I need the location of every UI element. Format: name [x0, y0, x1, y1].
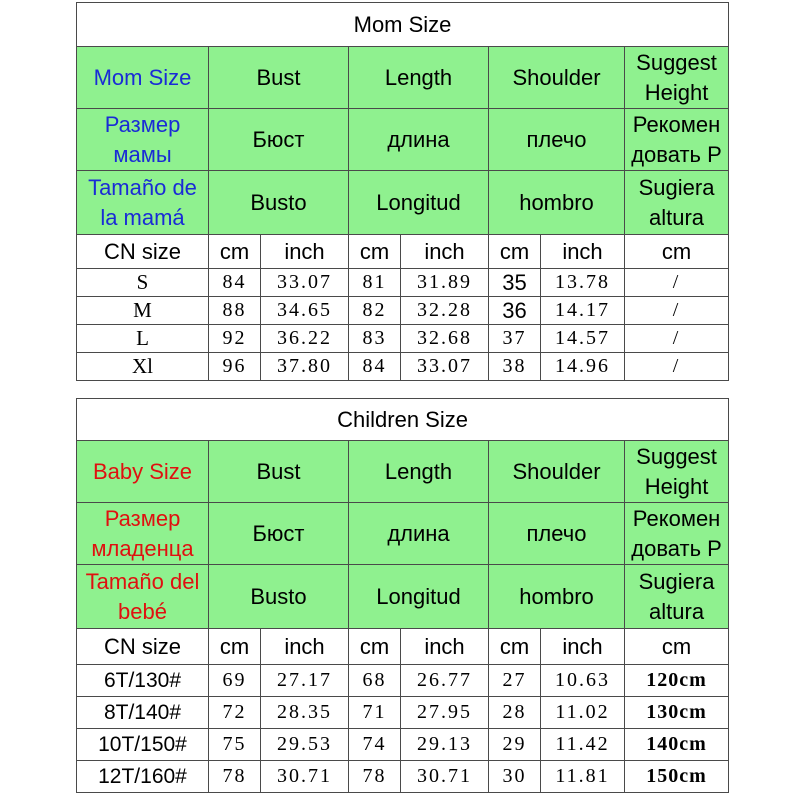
- unit-cell: inch: [541, 629, 625, 665]
- table-row: [77, 761, 729, 793]
- data-cell: 38: [489, 353, 541, 381]
- data-cell: 35: [489, 269, 541, 297]
- data-cell: /: [625, 269, 729, 297]
- bust-header: Bust: [209, 441, 349, 503]
- data-cell: 28.35: [261, 697, 349, 729]
- unit-cell: inch: [261, 629, 349, 665]
- data-cell: 78: [209, 761, 261, 793]
- size-cell: 8T/140#: [77, 697, 209, 729]
- shoulder-header: Shoulder: [489, 441, 625, 503]
- data-cell: 30: [489, 761, 541, 793]
- length-header: Length: [349, 47, 489, 109]
- data-cell: 26.77: [401, 665, 489, 697]
- table-row: [77, 269, 729, 297]
- data-cell: 82: [349, 297, 401, 325]
- size-cell: 12T/160#: [77, 761, 209, 793]
- unit-cell: cm: [209, 629, 261, 665]
- data-cell: 120cm: [625, 665, 729, 697]
- data-cell: 29: [489, 729, 541, 761]
- data-cell: 71: [349, 697, 401, 729]
- shoulder-header: Shoulder: [489, 47, 625, 109]
- data-cell: 33.07: [261, 269, 349, 297]
- unit-cn-size: CN size: [77, 629, 209, 665]
- size-cell: S: [77, 269, 209, 297]
- data-cell: /: [625, 325, 729, 353]
- data-cell: 33.07: [401, 353, 489, 381]
- suggest-height-header: Suggest Height: [625, 47, 729, 109]
- data-cell: 75: [209, 729, 261, 761]
- data-cell: 88: [209, 297, 261, 325]
- mom-size-table: [76, 2, 729, 381]
- size-cell: M: [77, 297, 209, 325]
- data-cell: 27.17: [261, 665, 349, 697]
- data-cell: 92: [209, 325, 261, 353]
- bust-header-ru: Бюст: [209, 109, 349, 171]
- data-cell: 29.53: [261, 729, 349, 761]
- mom-size-label-es: Tamaño de la mamá: [77, 171, 209, 235]
- data-cell: 11.02: [541, 697, 625, 729]
- data-cell: 13.78: [541, 269, 625, 297]
- data-cell: 68: [349, 665, 401, 697]
- unit-cell: inch: [401, 235, 489, 269]
- unit-cell: inch: [261, 235, 349, 269]
- unit-cell: cm: [209, 235, 261, 269]
- length-header-es: Longitud: [349, 171, 489, 235]
- data-cell: 69: [209, 665, 261, 697]
- baby-size-label-es: Tamaño del bebé: [77, 565, 209, 629]
- data-cell: 84: [209, 269, 261, 297]
- data-cell: 10.63: [541, 665, 625, 697]
- bust-header-es: Busto: [209, 171, 349, 235]
- data-cell: 27.95: [401, 697, 489, 729]
- unit-cell: inch: [541, 235, 625, 269]
- suggest-height-header-ru: Рекомен довать Р: [625, 109, 729, 171]
- baby-size-label: Baby Size: [77, 441, 209, 503]
- unit-cell: cm: [349, 629, 401, 665]
- size-cell: 10T/150#: [77, 729, 209, 761]
- suggest-height-header-es: Sugiera altura: [625, 171, 729, 235]
- data-cell: 11.42: [541, 729, 625, 761]
- children-size-table: [76, 398, 729, 793]
- length-header-ru: длина: [349, 109, 489, 171]
- data-cell: 14.96: [541, 353, 625, 381]
- table-row: [77, 665, 729, 697]
- data-cell: 30.71: [261, 761, 349, 793]
- shoulder-header-ru: плечо: [489, 503, 625, 565]
- data-cell: 32.28: [401, 297, 489, 325]
- shoulder-header-es: hombro: [489, 565, 625, 629]
- unit-cell: cm: [349, 235, 401, 269]
- suggest-height-header: Suggest Height: [625, 441, 729, 503]
- baby-size-label-ru: Размер младенца: [77, 503, 209, 565]
- suggest-height-header-ru: Рекомен довать Р: [625, 503, 729, 565]
- data-cell: 36: [489, 297, 541, 325]
- data-cell: /: [625, 297, 729, 325]
- table-row: [77, 297, 729, 325]
- shoulder-header-es: hombro: [489, 171, 625, 235]
- bust-header-ru: Бюст: [209, 503, 349, 565]
- table-row: [77, 353, 729, 381]
- data-cell: 37: [489, 325, 541, 353]
- bust-header: Bust: [209, 47, 349, 109]
- mom-size-label-ru: Размер мамы: [77, 109, 209, 171]
- data-cell: 28: [489, 697, 541, 729]
- data-cell: 150cm: [625, 761, 729, 793]
- suggest-height-header-es: Sugiera altura: [625, 565, 729, 629]
- data-cell: 130cm: [625, 697, 729, 729]
- unit-cn-size: CN size: [77, 235, 209, 269]
- data-cell: 96: [209, 353, 261, 381]
- data-cell: /: [625, 353, 729, 381]
- unit-cell: cm: [625, 235, 729, 269]
- data-cell: 36.22: [261, 325, 349, 353]
- table-row: [77, 325, 729, 353]
- data-cell: 27: [489, 665, 541, 697]
- data-cell: 37.80: [261, 353, 349, 381]
- unit-cell: cm: [489, 629, 541, 665]
- data-cell: 30.71: [401, 761, 489, 793]
- data-cell: 14.57: [541, 325, 625, 353]
- data-cell: 31.89: [401, 269, 489, 297]
- size-cell: 6T/130#: [77, 665, 209, 697]
- children-table-title: Children Size: [77, 399, 729, 441]
- data-cell: 84: [349, 353, 401, 381]
- unit-cell: cm: [489, 235, 541, 269]
- size-cell: Xl: [77, 353, 209, 381]
- data-cell: 72: [209, 697, 261, 729]
- data-cell: 140cm: [625, 729, 729, 761]
- shoulder-header-ru: плечо: [489, 109, 625, 171]
- length-header-ru: длина: [349, 503, 489, 565]
- data-cell: 74: [349, 729, 401, 761]
- data-cell: 29.13: [401, 729, 489, 761]
- length-header: Length: [349, 441, 489, 503]
- mom-size-label: Mom Size: [77, 47, 209, 109]
- data-cell: 34.65: [261, 297, 349, 325]
- data-cell: 78: [349, 761, 401, 793]
- data-cell: 14.17: [541, 297, 625, 325]
- size-cell: L: [77, 325, 209, 353]
- table-row: [77, 729, 729, 761]
- data-cell: 81: [349, 269, 401, 297]
- mom-table-title: Mom Size: [77, 3, 729, 47]
- unit-cell: cm: [625, 629, 729, 665]
- bust-header-es: Busto: [209, 565, 349, 629]
- data-cell: 11.81: [541, 761, 625, 793]
- length-header-es: Longitud: [349, 565, 489, 629]
- data-cell: 32.68: [401, 325, 489, 353]
- table-row: [77, 697, 729, 729]
- data-cell: 83: [349, 325, 401, 353]
- unit-cell: inch: [401, 629, 489, 665]
